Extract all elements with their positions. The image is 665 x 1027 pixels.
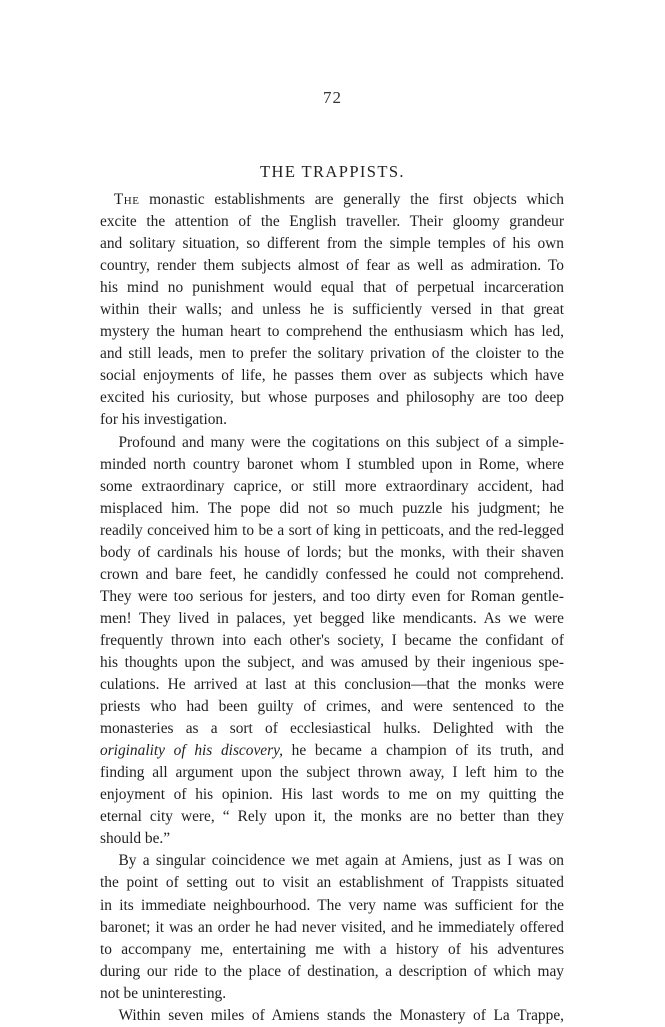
text-run: Profound and many were the cogitations on this subject of a simple- [118, 433, 564, 451]
text-run: his mind no punishment would equal that of perpetual incarceration [100, 279, 564, 297]
text-run: monastic establishments are generally the first objects which [139, 191, 564, 208]
text-line [100, 740, 564, 762]
text-line [100, 630, 564, 652]
text-line [100, 961, 564, 983]
text-run: country, render them subjects almost of fear as well as admiration. To [100, 257, 564, 275]
text-line [100, 608, 564, 630]
text-line [100, 564, 564, 586]
text-line [100, 917, 564, 939]
text-run: and solitary situation, so different from the simple temples of his own [100, 235, 564, 253]
text-line [100, 409, 564, 431]
text-line [100, 387, 564, 409]
text-line [100, 299, 564, 321]
text-run: in its immediate neighbourhood. The very name was sufficient for the [100, 896, 564, 914]
text-line [100, 850, 564, 872]
text-run: Within seven miles of Amiens stands the Monastery of La Trappe, [118, 1006, 564, 1024]
text-line [100, 476, 564, 498]
text-line [100, 652, 564, 674]
text-line [100, 211, 564, 233]
body-text [100, 189, 564, 1027]
text-line [100, 321, 564, 343]
text-line [100, 696, 564, 718]
text-line [100, 343, 564, 365]
text-line [100, 1005, 564, 1027]
text-line [100, 498, 564, 520]
text-run: body of cardinals his house of lords; but the monks, with their shaven [100, 543, 564, 561]
text-line [100, 674, 564, 696]
text-line [100, 718, 564, 740]
text-run: misplaced him. The pope did not so much puzzle his judgment; he [100, 499, 564, 517]
page-number: 72 [323, 88, 342, 107]
text-run: baronet; it was an order he had never visited, and he immediately offered [100, 918, 564, 936]
text-run: he became a champion of its truth, and [282, 742, 564, 760]
text-line [100, 454, 564, 476]
text-run: monasteries as a sort of ecclesiastical hulks. Delighted with the [100, 720, 564, 738]
text-run: within their walls; and unless he is sufficiently versed in that great [100, 301, 564, 319]
text-run: frequently thrown into each other's society, I became the confidant of [100, 631, 564, 649]
text-line [100, 762, 564, 784]
text-run: excited his curiosity, but whose purposes and philosophy are too deep [100, 389, 564, 407]
text-run: some extraordinary caprice, or still more extraordinary accident, had [100, 477, 564, 495]
text-line [100, 806, 564, 828]
text-run: finding all argument upon the subject thrown away, I left him to the [100, 764, 564, 782]
text-line [100, 895, 564, 917]
text-run: excite the attention of the English traveller. Their gloomy grandeur [100, 213, 564, 231]
text-run: readily conceived him to be a sort of king in petticoats, and the red-legged [100, 521, 564, 539]
chapter-title: THE TRAPPISTS. [260, 162, 405, 181]
text-line [100, 872, 564, 894]
text-run: They were too serious for jesters, and too dirty even for Roman gentle- [100, 587, 564, 605]
text-run: his thoughts upon the subject, and was amused by their ingenious spe- [100, 653, 564, 671]
text-run: The [113, 191, 140, 208]
text-run: mystery the human heart to comprehend the enthusiasm which has led, [100, 323, 564, 341]
text-line [100, 255, 564, 277]
text-run: men! They lived in palaces, yet begged like mendicants. As we were [100, 609, 564, 627]
text-line [100, 189, 564, 211]
text-run: enjoyment of his opinion. His last words to me on my quitting the [100, 786, 564, 804]
text-run: for his investigation. [100, 411, 227, 429]
text-line [100, 939, 564, 961]
text-run: not be uninteresting. [100, 984, 227, 1002]
text-line [100, 277, 564, 299]
text-run: priests who had been guilty of crimes, and were sentenced to the [100, 698, 564, 716]
text-run: during our ride to the place of destination, a description of which may [100, 962, 564, 980]
text-run: social enjoyments of life, he passes them over as subjects which have [100, 367, 564, 385]
text-line [100, 432, 564, 454]
text-line [100, 365, 564, 387]
text-line [100, 983, 564, 1005]
text-run: eternal city were, “ Rely upon it, the monks are no better than they [100, 808, 564, 826]
text-run: minded north country baronet whom I stumbled upon in Rome, where [100, 455, 564, 473]
text-run: originality of his discovery, [100, 742, 283, 760]
text-run: By a singular coincidence we met again at Amiens, just as I was on [118, 852, 564, 870]
text-run: to accompany me, entertaining me with a history of his adventures [100, 940, 564, 958]
text-line [100, 233, 564, 255]
text-run: culations. He arrived at last at this conclusion—that the monks were [100, 676, 564, 694]
text-line [100, 784, 564, 806]
text-run: the point of setting out to visit an establishment of Trappists situated [100, 874, 564, 892]
text-line [100, 586, 564, 608]
text-line [100, 828, 564, 850]
text-run: crown and bare feet, he candidly confessed he could not comprehend. [100, 565, 564, 583]
text-run: and still leads, men to prefer the solitary privation of the cloister to the [100, 345, 564, 363]
text-line [100, 542, 564, 564]
text-run: should be.” [100, 830, 171, 848]
text-line [100, 520, 564, 542]
